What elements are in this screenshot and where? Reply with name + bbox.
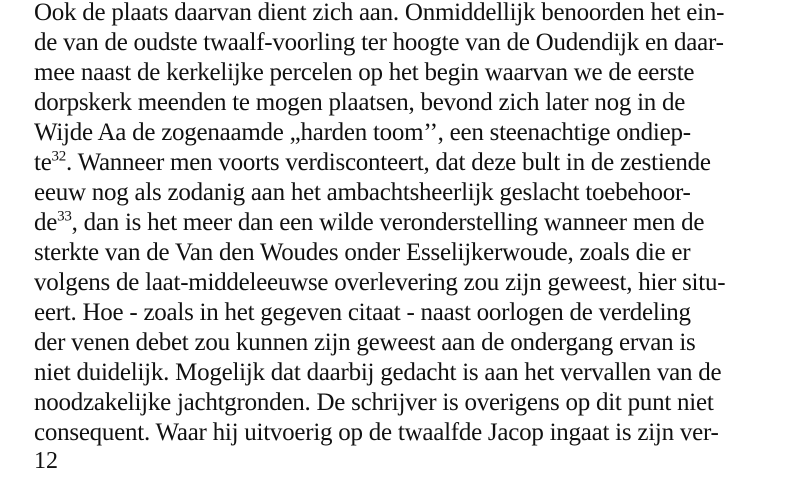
text-line: Ook de plaats daarvan dient zich aan. Onmiddellijk benoorden het ein- <box>34 0 725 26</box>
text-line: Wijde Aa de zogenaamde „harden toom’’, een steenachtige ondiep- <box>34 119 691 146</box>
text-line: eert. Hoe - zoals in het gegeven citaat - naast oorlogen de verdeling <box>34 299 691 326</box>
text-line: eeuw nog als zodanig aan het ambachtsheerlijk geslacht toebehoor- <box>34 179 691 206</box>
body-text <box>34 0 794 448</box>
text-line: $de^{33}$, dan is het meer dan een wilde veronderstelling wanneer men de <box>34 208 705 236</box>
text-line: der venen debet zou kunnen zijn geweest aan de ondergang ervan is <box>34 329 696 356</box>
text-line: mee naast de kerkelijke percelen op het begin waarvan we de eerste <box>34 59 695 86</box>
footnote-ref: 32 <box>51 148 67 165</box>
text-line: sterkte van de Van den Woudes onder Esselijkerwoude, zoals die er <box>34 239 691 266</box>
text-line: $te^{32}$. Wanneer men voorts verdisconteert, dat deze bult in de zestiende <box>34 148 711 176</box>
text-line: noodzakelijke jachtgronden. De schrijver is overigens op dit punt niet <box>34 389 714 416</box>
text-line: consequent. Waar hij uitvoerig op de twaalfde Jacop ingaat is zijn ver- <box>34 419 719 446</box>
text-line: volgens de laat-middeleeuwse overlevering zou zijn geweest, hier situ- <box>34 269 726 296</box>
text-line: dorpskerk meenden te mogen plaatsen, bevond zich later nog in de <box>34 89 686 116</box>
text-line: de van de oudste twaalf-voorling ter hoogte van de Oudendijk en daar- <box>34 29 724 56</box>
text-line: niet duidelijk. Mogelijk dat daarbij gedacht is aan het vervallen van de <box>34 359 722 386</box>
page-number: 12 <box>34 448 58 474</box>
footnote-ref: 33 <box>57 208 72 225</box>
